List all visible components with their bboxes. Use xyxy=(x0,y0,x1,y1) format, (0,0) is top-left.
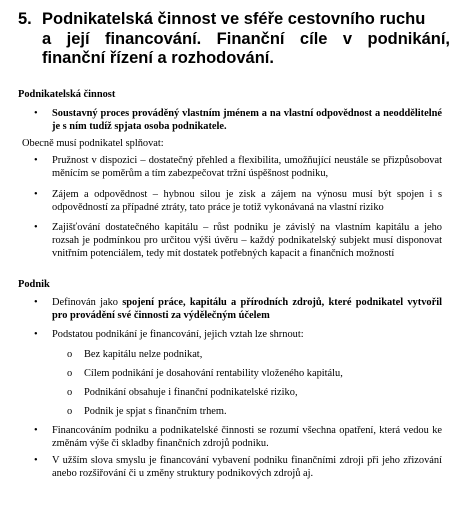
list-item xyxy=(22,296,442,322)
list-item-text: Podstatou podnikání je financování, jejich vztah lze shrnout: xyxy=(52,329,304,340)
sub-list-item xyxy=(58,386,438,399)
list-item xyxy=(22,188,442,214)
section-heading-podnik: Podnik xyxy=(18,279,50,290)
definition-lead: Definován jako xyxy=(52,297,123,308)
ring-glyph: o xyxy=(67,349,73,360)
list-item-text: Financováním podniku a podnikatelské činnosti se rozumí všechna opatření, která vedou ke změnám výše či skladby finančních zdrojů podniku. xyxy=(52,425,442,449)
sub-list-item xyxy=(58,405,438,418)
section-heading-podnikatelska-cinnost: Podnikatelská činnost xyxy=(18,89,116,100)
sub-list-item-text: Cílem podnikání je dosahování rentability vloženého kapitálu, xyxy=(84,368,343,379)
title-rest: a její financování. Finanční cíle v podnikání, finanční řízení a rozhodování. xyxy=(42,29,450,67)
bullet-glyph: • xyxy=(34,329,38,340)
list-item-text: Zajišťování dostatečného kapitálu – růst podniku je závislý na vlastním kapitálu a jeho rozsah je podmínkou pro určitou výši úvěru – každý podnikatelský subjekt musí disponovat vnitřním potenciálem, tedy mít dostatek potřebných kapacit a finančních možností xyxy=(52,222,442,259)
bullet-glyph: • xyxy=(34,108,38,119)
list-item-text: Zájem a odpovědnost – hybnou silou je zisk a zájem na výnosu musí být spojen i s odpovědností za případné ztráty, tato práce je totiž vykonávaná na vlastní riziko xyxy=(52,189,442,213)
list-item xyxy=(22,221,442,260)
ring-glyph: o xyxy=(67,387,73,398)
list-item xyxy=(22,154,442,180)
title-number: 5. xyxy=(18,10,32,28)
sub-list-item xyxy=(58,348,438,361)
list-item-text: Pružnost v dispozici – dostatečný přehled a flexibilita, umožňující neustále se přizpůsobovat měnícím se poměrům a tím zabezpečovat tržní úspěšnost podniku, xyxy=(52,155,442,179)
list-item xyxy=(22,454,442,480)
title-line1: Podnikatelská činnost ve sféře cestovního ruchu xyxy=(42,10,426,28)
ring-glyph: o xyxy=(67,368,73,379)
bullet-glyph: • xyxy=(34,155,38,166)
list-item-text: V užším slova smyslu je financování vybavení podniku finančními zdroji při jeho zřizování anebo rozšiřování či u změny struktury podnikových zdrojů aj. xyxy=(52,455,442,479)
intro-text: Obecně musí podnikatel splňovat: xyxy=(22,138,164,149)
list-item xyxy=(22,328,442,341)
bullet-glyph: • xyxy=(34,425,38,436)
definition-bold: spojení práce, kapitálu a přírodních zdrojů, které podnikatel vytvořil pro provádění své činnosti za výdělečným účelem xyxy=(52,297,442,321)
bullet-glyph: • xyxy=(34,455,38,466)
sub-list-item-text: Bez kapitálu nelze podnikat, xyxy=(84,349,203,360)
list-item xyxy=(22,424,442,450)
bullet-glyph: • xyxy=(34,297,38,308)
sub-list-item xyxy=(58,367,438,380)
bullet-glyph: • xyxy=(34,222,38,233)
list-item-text xyxy=(52,296,442,322)
bullet-glyph: • xyxy=(34,189,38,200)
list-item xyxy=(22,107,442,133)
page-title xyxy=(18,10,450,69)
ring-glyph: o xyxy=(67,406,73,417)
sub-list-item-text: Podnikání obsahuje i finanční podnikatelské riziko, xyxy=(84,387,298,398)
list-item-text: Soustavný proces prováděný vlastním jménem a na vlastní odpovědnost a neoddělitelné je s ním tudíž spjata osoba podnikatele. xyxy=(52,108,442,132)
sub-list-item-text: Podnik je spjat s finančním trhem. xyxy=(84,406,227,417)
